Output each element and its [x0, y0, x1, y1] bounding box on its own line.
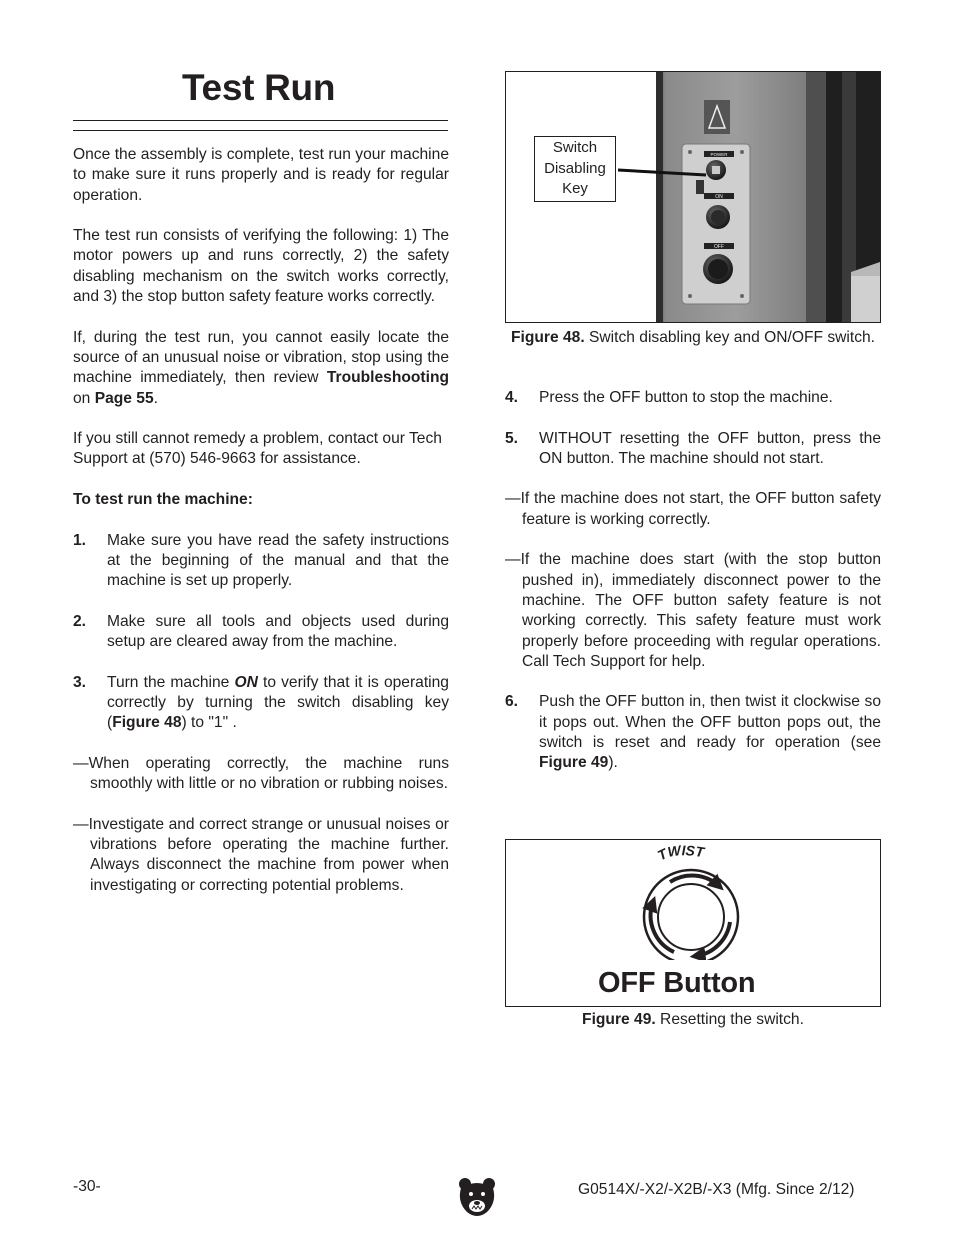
- callout-line: Disabling: [544, 159, 606, 177]
- procedure-heading-text: To test run the machine:: [73, 491, 253, 509]
- figure-48-caption: [505, 328, 881, 348]
- noise-paragraph: [73, 328, 449, 409]
- callout-line: Switch: [552, 139, 598, 156]
- title-rule-bottom: [73, 130, 448, 131]
- caption-label: Figure 49.: [582, 1011, 656, 1028]
- noise-text-end: .: [153, 389, 158, 407]
- step-text: Press the OFF button to stop the machine.: [539, 389, 833, 406]
- step-text: Push the OFF button in, then twist it clockwise so it pops out. When the OFF button pops out, the switch is reset and ready for operation (see: [539, 693, 881, 752]
- step-2: [73, 612, 449, 653]
- switch-disabling-key-callout: [534, 136, 616, 202]
- model-number: G0514X/-X2/-X2B/-X3 (Mfg. Since 2/12): [578, 1181, 855, 1198]
- step-1: [73, 531, 449, 592]
- step-3-note-correct: —When operating correctly, the machine runs smoothly with little or no vibration or rubbing noises.: [73, 754, 449, 793]
- figure-48-reference: Figure 48: [112, 714, 182, 732]
- page-reference: Page 55: [94, 389, 154, 407]
- step-3-note-investigate: —Investigate and correct strange or unusual noises or vibrations before operating the machine further. Always disconnect the machine from power when investigating or correcting potential problems.: [73, 815, 449, 894]
- page-title: Test Run: [182, 67, 336, 108]
- title-rule-top: [73, 120, 448, 121]
- step-number: 2.: [73, 612, 87, 630]
- panel-on-label: ON: [715, 194, 723, 200]
- step-text: Make sure all tools and objects used during setup are cleared away from the machine.: [107, 612, 449, 651]
- step-number: 3.: [73, 673, 87, 691]
- right-column: [505, 388, 881, 794]
- troubleshooting-link: Troubleshooting: [326, 369, 449, 387]
- procedure-heading: [73, 490, 449, 510]
- bear-logo-icon: [457, 1176, 497, 1225]
- on-emphasis: ON: [234, 673, 258, 691]
- step-4: [505, 388, 881, 408]
- figure-49-reference: Figure 49: [539, 754, 609, 772]
- twist-text: TWIST: [654, 842, 706, 864]
- panel-off-label: OFF: [714, 244, 724, 250]
- step-text: Make sure you have read the safety instructions at the beginning of the manual and that the machine is set up properly.: [107, 531, 449, 590]
- step-text: to verify that it is operating correctly by turning the switch disabling key (: [107, 673, 449, 732]
- step-5: [505, 429, 881, 470]
- caption-text: Resetting the switch.: [655, 1011, 804, 1028]
- twist-label: [655, 842, 707, 864]
- step-text: Turn the machine: [107, 673, 235, 691]
- test-run-criteria-paragraph: The test run consists of verifying the following: 1) The motor powers up and runs correctly, 2) the safety disabling mechanism on the switch works correctly, and 3) the stop button safety feature works correctly.: [73, 227, 449, 306]
- step-number: 6.: [505, 693, 519, 711]
- step-5-note-ok: —If the machine does not start, the OFF button safety feature is working correctly.: [505, 490, 881, 528]
- step-text: ) to "1" .: [181, 714, 237, 732]
- step-6: [505, 692, 881, 773]
- figure-49-diagram: [505, 839, 881, 1007]
- step-number: 4.: [505, 389, 519, 406]
- page-number: -30-: [73, 1178, 101, 1195]
- support-paragraph: If you still cannot remedy a problem, contact our Tech Support at (570) 546-9663 for assistance.: [73, 430, 442, 468]
- off-button-label: OFF Button: [598, 967, 756, 999]
- step-number: 5.: [505, 429, 519, 447]
- panel-power-label: POWER: [710, 152, 728, 157]
- step-text: ).: [608, 754, 618, 772]
- step-number: 1.: [73, 531, 87, 549]
- left-column: [73, 145, 449, 916]
- bear-head-icon: [457, 1176, 497, 1220]
- step-5-note-warning: —If the machine does start (with the stop button pushed in), immediately disconnect power to the machine. The OFF button safety feature is not working correctly. This safety feature must work properly before proceeding with regular operations. Call Tech Support for help.: [505, 551, 881, 670]
- step-3: [73, 673, 449, 734]
- caption-label: Figure 48.: [511, 329, 585, 346]
- figure-49-caption: [505, 1010, 881, 1030]
- twist-reset-diagram: [506, 840, 880, 960]
- caption-text: Switch disabling key and ON/OFF switch.: [584, 329, 875, 346]
- intro-paragraph: Once the assembly is complete, test run your machine to make sure it runs properly and is ready for regular operation.: [73, 146, 449, 204]
- noise-text-mid: on: [73, 389, 95, 407]
- step-text: WITHOUT resetting the OFF button, press the ON button. The machine should not start.: [539, 429, 881, 467]
- off-button-inner-ring: [658, 884, 724, 950]
- callout-line: Key: [562, 180, 588, 197]
- noise-text: If, during the test run, you cannot easily locate the source of an unusual noise or vibration, stop using the machine immediately, then review: [73, 328, 449, 387]
